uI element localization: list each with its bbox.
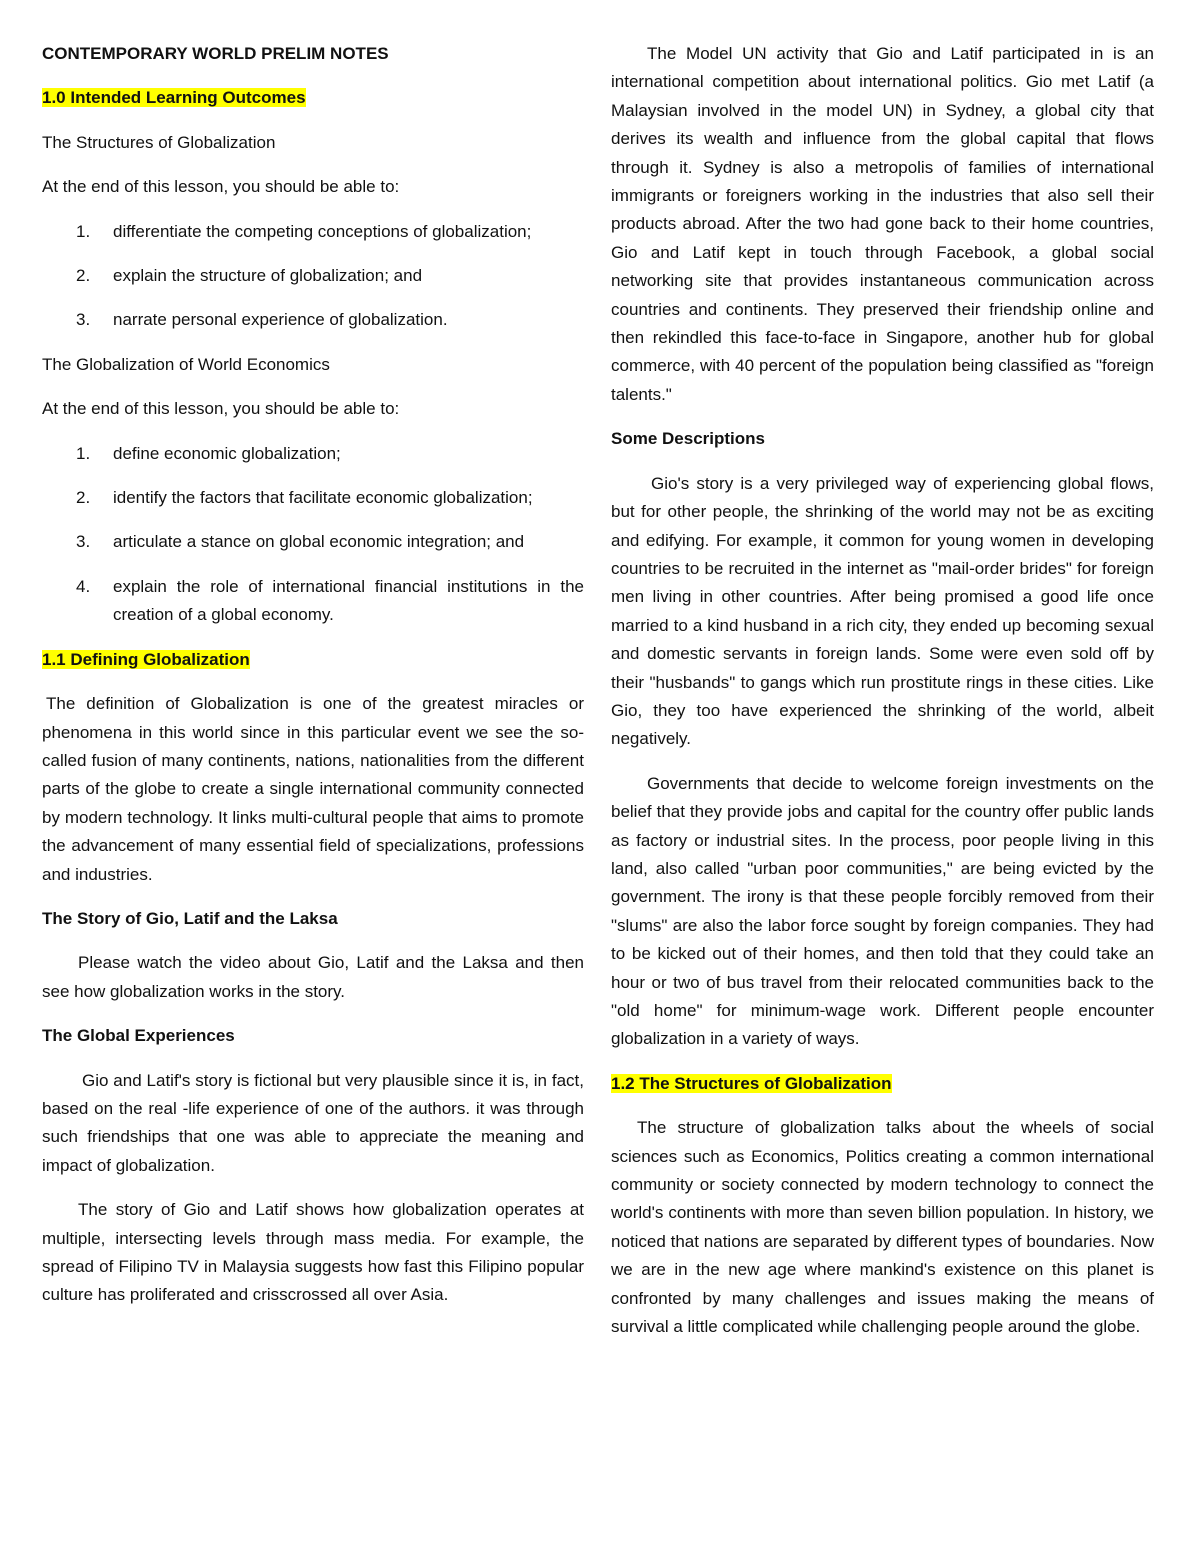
- left-column: [42, 40, 584, 1310]
- section-heading-1-0: 1.0 Intended Learning Outcomes: [42, 88, 306, 108]
- section-heading-1-2: 1.2 The Structures of Globalization: [611, 1073, 892, 1093]
- lesson2-title: The Globalization of World Economics: [42, 354, 330, 374]
- experiences-paragraph-2: The story of Gio and Latif shows how globalization operates at multiple, intersecting levels through mass media. For example, the spread of Filipino TV in Malaysia suggests how fast this Filipino popular culture has proliferated and crisscrossed all over Asia.: [42, 1200, 584, 1305]
- descriptions-paragraph-2: Governments that decide to welcome foreign investments on the belief that they provide jobs and capital for the country offer public lands as factory or industrial sites. In the process, poor people living in this land, also called "urban poor communities," are being evicted by the government. The irony is that these people forcibly removed from their "slums" are also the labor force sought by foreign companies. They had to be kicked out of their homes, and then told that they could take an hour or two of bus travel from their relocated communities back to the "old home" for minimum-wage work. Different people encounter globalization in a variety of ways.: [611, 773, 1154, 1049]
- definition-paragraph: The definition of Globalization is one of the greatest miracles or phenomena in this world since in this particular event we see the so-called fusion of many continents, nations, nationalities from the different parts of the globe to create a single international community connected by modern technology. It links multi-cultural people that aims to promote the advancement of many essential field of specializations, professions and industries.: [42, 694, 584, 884]
- lesson1-outcomes-list: [42, 218, 584, 335]
- lesson2-outcomes-list: [42, 440, 584, 630]
- story-paragraph: Please watch the video about Gio, Latif and the Laksa and then see how globalization works in the story.: [42, 953, 584, 1001]
- right-column: [611, 40, 1154, 1341]
- section-heading-1-1: 1.1 Defining Globalization: [42, 649, 250, 669]
- list-item: 1. define economic globalization;: [76, 443, 341, 463]
- structures-paragraph: The structure of globalization talks about the wheels of social sciences such as Economics, Politics creating a common international community or society connected by modern technology to connect the world's continents with more than seven billion population. In history, we noticed that nations are separated by different types of boundaries. Now we are in the new age where mankind's existence on this planet is confronted by many challenges and issues making the means of survival a little complicated while challenging people around the globe.: [611, 1118, 1154, 1337]
- list-item: 3. articulate a stance on global economic integration; and: [76, 532, 525, 552]
- document-title: CONTEMPORARY WORLD PRELIM NOTES: [42, 44, 389, 63]
- experiences-paragraph-1: Gio and Latif's story is fictional but very plausible since it is, in fact, based on the real -life experience of one of the authors. it was through such friendships that one was able to appreciate the meaning and impact of globalization.: [42, 1070, 584, 1175]
- lesson2-intro: At the end of this lesson, you should be able to:: [42, 399, 400, 419]
- descriptions-heading: Some Descriptions: [611, 429, 765, 449]
- list-item: 1. differentiate the competing conceptions of globalization;: [76, 221, 532, 241]
- lesson1-intro: At the end of this lesson, you should be able to:: [42, 177, 400, 197]
- list-item: 4. explain the role of international financial institutions in the creation of a global economy.: [76, 576, 584, 625]
- list-item: 2. explain the structure of globalization; and: [76, 266, 423, 286]
- list-item: 3. narrate personal experience of globalization.: [76, 310, 448, 330]
- lesson1-title: The Structures of Globalization: [42, 132, 276, 152]
- experiences-heading: The Global Experiences: [42, 1026, 235, 1046]
- list-item: 2. identify the factors that facilitate economic globalization;: [76, 488, 533, 508]
- story-heading: The Story of Gio, Latif and the Laksa: [42, 908, 338, 928]
- descriptions-paragraph-1: Gio's story is a very privileged way of experiencing global flows, but for other people, the shrinking of the world may not be as exciting and edifying. For example, it common for young women in developing countries to be recruited in the internet as "mail-order brides" for foreign men living in other countries. After being promised a good life once married to a kind husband in a rich city, they ended up becoming sexual and domestic servants in foreign lands. Some were even sold off by their "husbands" to gangs which run prostitute rings in these cities. Like Gio, they too have experienced the shrinking of the world, albeit negatively.: [611, 473, 1154, 749]
- model-un-paragraph: The Model UN activity that Gio and Latif participated in is an international competition about international politics. Gio met Latif (a Malaysian involved in the model UN) in Sydney, a global city that derives its wealth and influence from the global capital that flows through it. Sydney is also a metropolis of families of international immigrants or foreigners working in the industries that also sell their products abroad. After the two had gone back to their home countries, Gio and Latif kept in touch through Facebook, a global social networking site that provides instantaneous communication across countries and continents. They preserved their friendship online and then rekindled this face-to-face in Singapore, another hub for global commerce, with 40 percent of the population being classified as "foreign talents.": [611, 44, 1154, 404]
